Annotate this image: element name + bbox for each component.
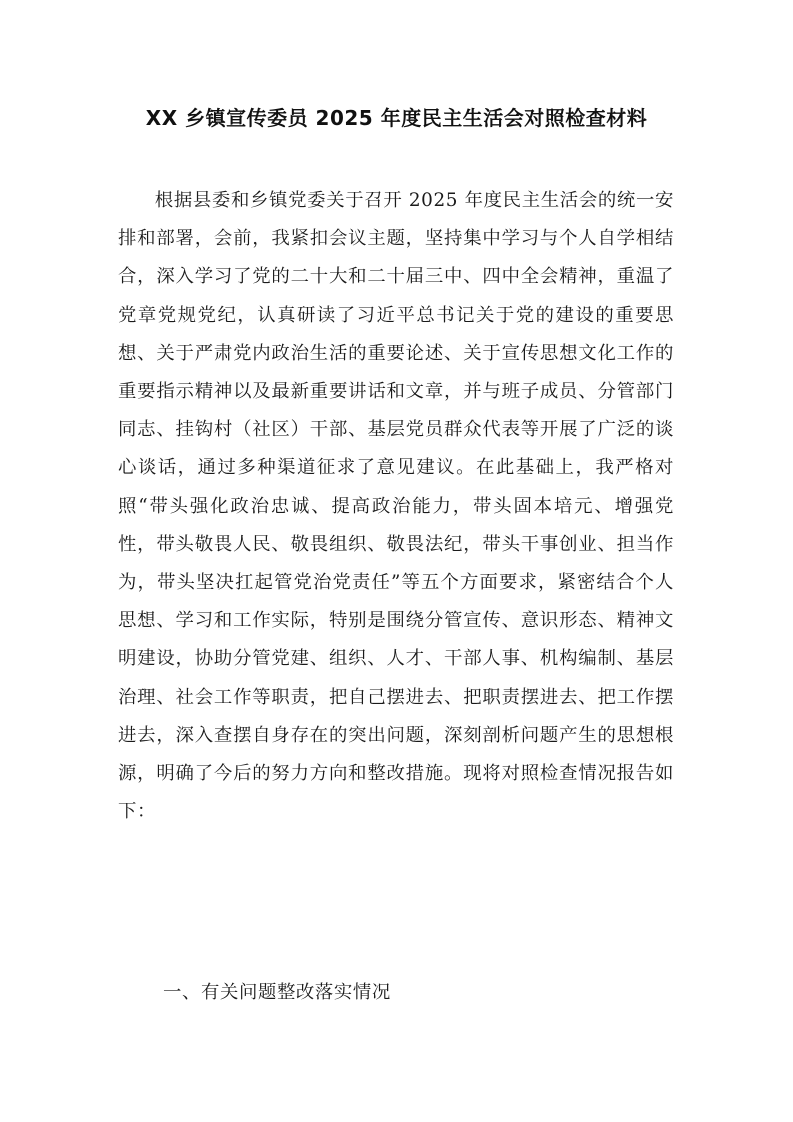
intro-paragraph: 根据县委和乡镇党委关于召开 2025 年度民主生活会的统一安排和部署，会前，我紧扣会议主题，坚持集中学习与个人自学相结合，深入学习了党的二十大和二十届三中、四中全会精神，重温了党章党规党纪，认真研读了习近平总书记关于党的建设的重要思想、关于严肃党内政治生活的重要论述、关于宣传思想文化工作的重要指示精神以及最新重要讲话和文章，并与班子成员、分管部门同志、挂钩村（社区）干部、基层党员群众代表等开展了广泛的谈心谈话，通过多种渠道征求了意见建议。在此基础上，我严格对照“带头强化政治忠诚、提高政治能力，带头固本培元、增强党性，带头敬畏人民、敬畏组织、敬畏法纪，带头干事创业、担当作为，带头坚决扛起管党治党责任”等五个方面要求，紧密结合个人思想、学习和工作实际，特别是围绕分管宣传、意识形态、精神文明建设，协助分管党建、组织、人才、干部人事、机构编制、基层治理、社会工作等职责，把自己摆进去、把职责摆进去、把工作摆进去，深入查摆自身存在的突出问题，深刻剖析问题产生的思想根源，明确了今后的努力方向和整改措施。现将对照检查情况报告如下： <box>118 190 674 823</box>
section-heading: 一、有关问题整改落实情况 <box>163 982 391 1003</box>
document-title: XX 乡镇宣传委员 2025 年度民主生活会对照检查材料 <box>145 106 648 130</box>
